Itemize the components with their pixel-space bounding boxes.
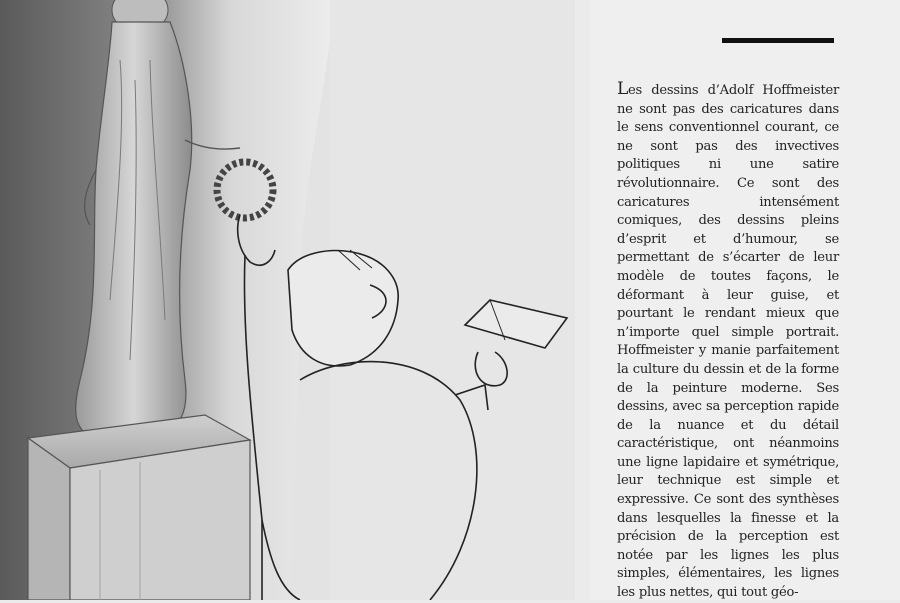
decorative-rule [722,38,834,43]
drop-cap: L [617,79,629,99]
pedestal [28,415,250,600]
article-body: es dessins d’Adolf Hoffmeister ne sont pas des caricatures dans le sens conventionnel courant, ce ne sont pas des invectives politiques ni une satire révolutionnaire. Ce sont des caricatures intensément comiques, des dessins pleins d’esprit et d’humour, se permettant de s’écarter de leur modèle de toutes façons, le déformant à leur guise, et pourtant le rendant mieux que n’importe quel simple portrait. Hoffmeister y manie parfaitement la culture du dessin et de la forme de la peinture moderne. Ses dessins, avec sa perception rapide de la nuance et du détail caractéristique, ont néanmoins une ligne lapidaire et symétrique, leur technique est simple et expressive. Ce sont des synthèses dans lesquelles la finesse et la précision de la perception est notée par les lignes les plus simples, élémentaires, les lignes les plus nettes, qui tout géo- [617,83,839,601]
article-paragraph [617,80,839,603]
